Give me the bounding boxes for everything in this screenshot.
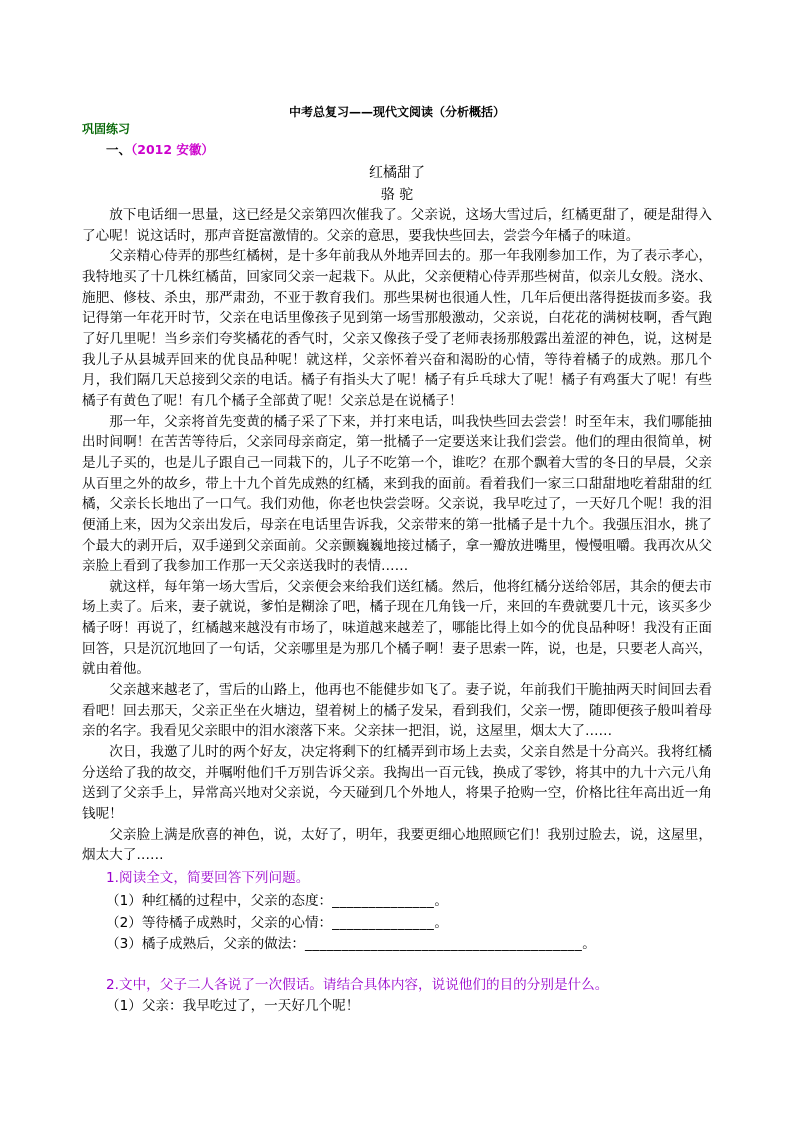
answer-blank-3[interactable]: ______________________________________。	[304, 936, 597, 952]
question-1-item-1	[106, 889, 448, 909]
article-author: 骆 驼	[380, 187, 414, 203]
question-1-item-2-label: （2）等待橘子成熟时，父亲的心情：	[106, 915, 333, 931]
document-title: 中考总复习——现代文阅读（分析概括）	[288, 105, 505, 119]
question-2: 2.文中，父子二人各说了一次假话。请结合具体内容，说说他们的目的分别是什么。	[106, 977, 609, 993]
article-paragraph: 父亲精心侍弄的那些红橘树，是十多年前我从外地弄回去的。那一年我刚参加工作，为了表示孝心，我特地买了十几株红橘苗，回家同父亲一起栽下。从此，父亲便精心侍弄那些树苗，似亲儿女般。浇水、施肥、修枝、杀虫，那严肃劲，不亚于教育我们。那些果树也很通人性，几年后便出落得挺拔而多姿。我记得第一年花开时节，父亲在电话里像孩子见到第一场雪那般激动，父亲说，白花花的满树枝啊，香气跑了好几里呢！当乡亲们夸奖橘花的香气时，父亲又像孩子受了老师表扬那般露出羞涩的神色，说，这树是我儿子从县城弄回来的优良品种呢！就这样，父亲怀着兴奋和渴盼的心情，等待着橘子的成熟。那几个月，我们隔几天总接到父亲的电话。橘子有指头大了呢！橘子有乒乓球大了呢！橘子有鸡蛋大了呢！有些橘子有黄色了呢！有几个橘子全部黄了呢！父亲总是在说橘子！	[82, 248, 712, 409]
article-paragraph: 次日，我邀了儿时的两个好友，决定将剩下的红橘弄到市场上去卖，父亲自然是十分高兴。我将红橘分送给了我的故交，并嘱咐他们千万别告诉父亲。我掏出一百元钱，换成了零钞，将其中的九十六元八角送到了父亲手上，异常高兴地对父亲说，今天碰到几个外地人，将果子抢购一空，价格比往年高出近一角钱呢！	[82, 744, 712, 823]
answer-blank-1[interactable]: ______________。	[332, 893, 449, 909]
article-paragraph: 父亲脸上满是欣喜的神色，说，太好了，明年，我要更细心地照顾它们！我别过脸去，说，这屋里，烟太大了……	[82, 826, 712, 864]
answer-blank-2[interactable]: ______________。	[332, 915, 449, 931]
question-number: 一、	[106, 142, 132, 157]
article-title: 红橘甜了	[369, 165, 425, 181]
question-1-item-1-label: （1）种红橘的过程中，父亲的态度：	[106, 893, 333, 909]
question-2-item-1: （1）父亲：我早吃过了，一天好几个呢！	[106, 998, 360, 1014]
article-paragraph: 就这样，每年第一场大雪后，父亲便会来给我们送红橘。然后，他将红橘分送给邻居，其余的便去市场上卖了。后来，妻子就说，爹怕是糊涂了吧，橘子现在几角钱一斤，来回的车费就要几十元，该买多少橘子呀！再说了，红橘越来越没有市场了，味道越来越差了，哪能比得上如今的优良品种呀！我没有正面回答，只是沉沉地回了一句话，父亲哪里是为那几个橘子啊！妻子思索一阵，说，也是，只要老人高兴，就由着他。	[82, 578, 712, 678]
article-paragraph: 那一年，父亲将首先变黄的橘子采了下来，并打来电话，叫我快些回去尝尝！时至年末，我们哪能抽出时间啊！在苦苦等待后，父亲同母亲商定，第一批橘子一定要送来让我们尝尝。他们的理由很简单，树是儿子买的，也是儿子跟自己一同栽下的，儿子不吃第一个，谁吃？在那个飘着大雪的冬日的早晨，父亲从百里之外的故乡，带上十九个首先成熟的红橘，来到我的面前。看着我们一家三口甜甜地吃着甜甜的红橘，父亲长长地出了一口气。我们劝他，你老也快尝尝呀。父亲说，我早吃过了，一天好几个呢！我的泪便涌上来，因为父亲出发后，母亲在电话里告诉我，父亲带来的第一批橘子是十九个。我强压泪水，挑了个最大的剥开后，双手递到父亲面前。父亲颤巍巍地接过橘子，拿一瓣放进嘴里，慢慢咀嚼。我再次从父亲脸上看到了我参加工作那一天父亲送我时的表情……	[82, 413, 712, 575]
question-source: （2012 安徽）	[131, 142, 214, 157]
question-1-item-3	[106, 932, 596, 952]
question-heading	[106, 140, 214, 158]
article-paragraph: 父亲越来越老了，雪后的山路上，他再也不能健步如飞了。妻子说，年前我们干脆抽两天时间回去看看吧！回去那天，父亲正坐在火塘边，望着树上的橘子发呆，看到我们，父亲一愣，随即便孩子般叫着母亲的名字。我看见父亲眼中的泪水滚落下来。父亲抹一把泪，说，这屋里，烟太大了……	[82, 682, 712, 740]
question-1-item-2	[106, 911, 448, 931]
question-1: 1.阅读全文，简要回答下列问题。	[106, 870, 310, 886]
question-1-item-3-label: （3）橘子成熟后，父亲的做法：	[106, 936, 305, 952]
article-paragraph: 放下电话细一思量，这已经是父亲第四次催我了。父亲说，这场大雪过后，红橘更甜了，硬是甜得入了心呢！说这话时，那声音挺富激情的。父亲的意思，要我快些回去，尝尝今年橘子的味道。	[82, 207, 712, 244]
article-body	[82, 205, 712, 866]
section-heading: 巩固练习	[82, 122, 131, 136]
